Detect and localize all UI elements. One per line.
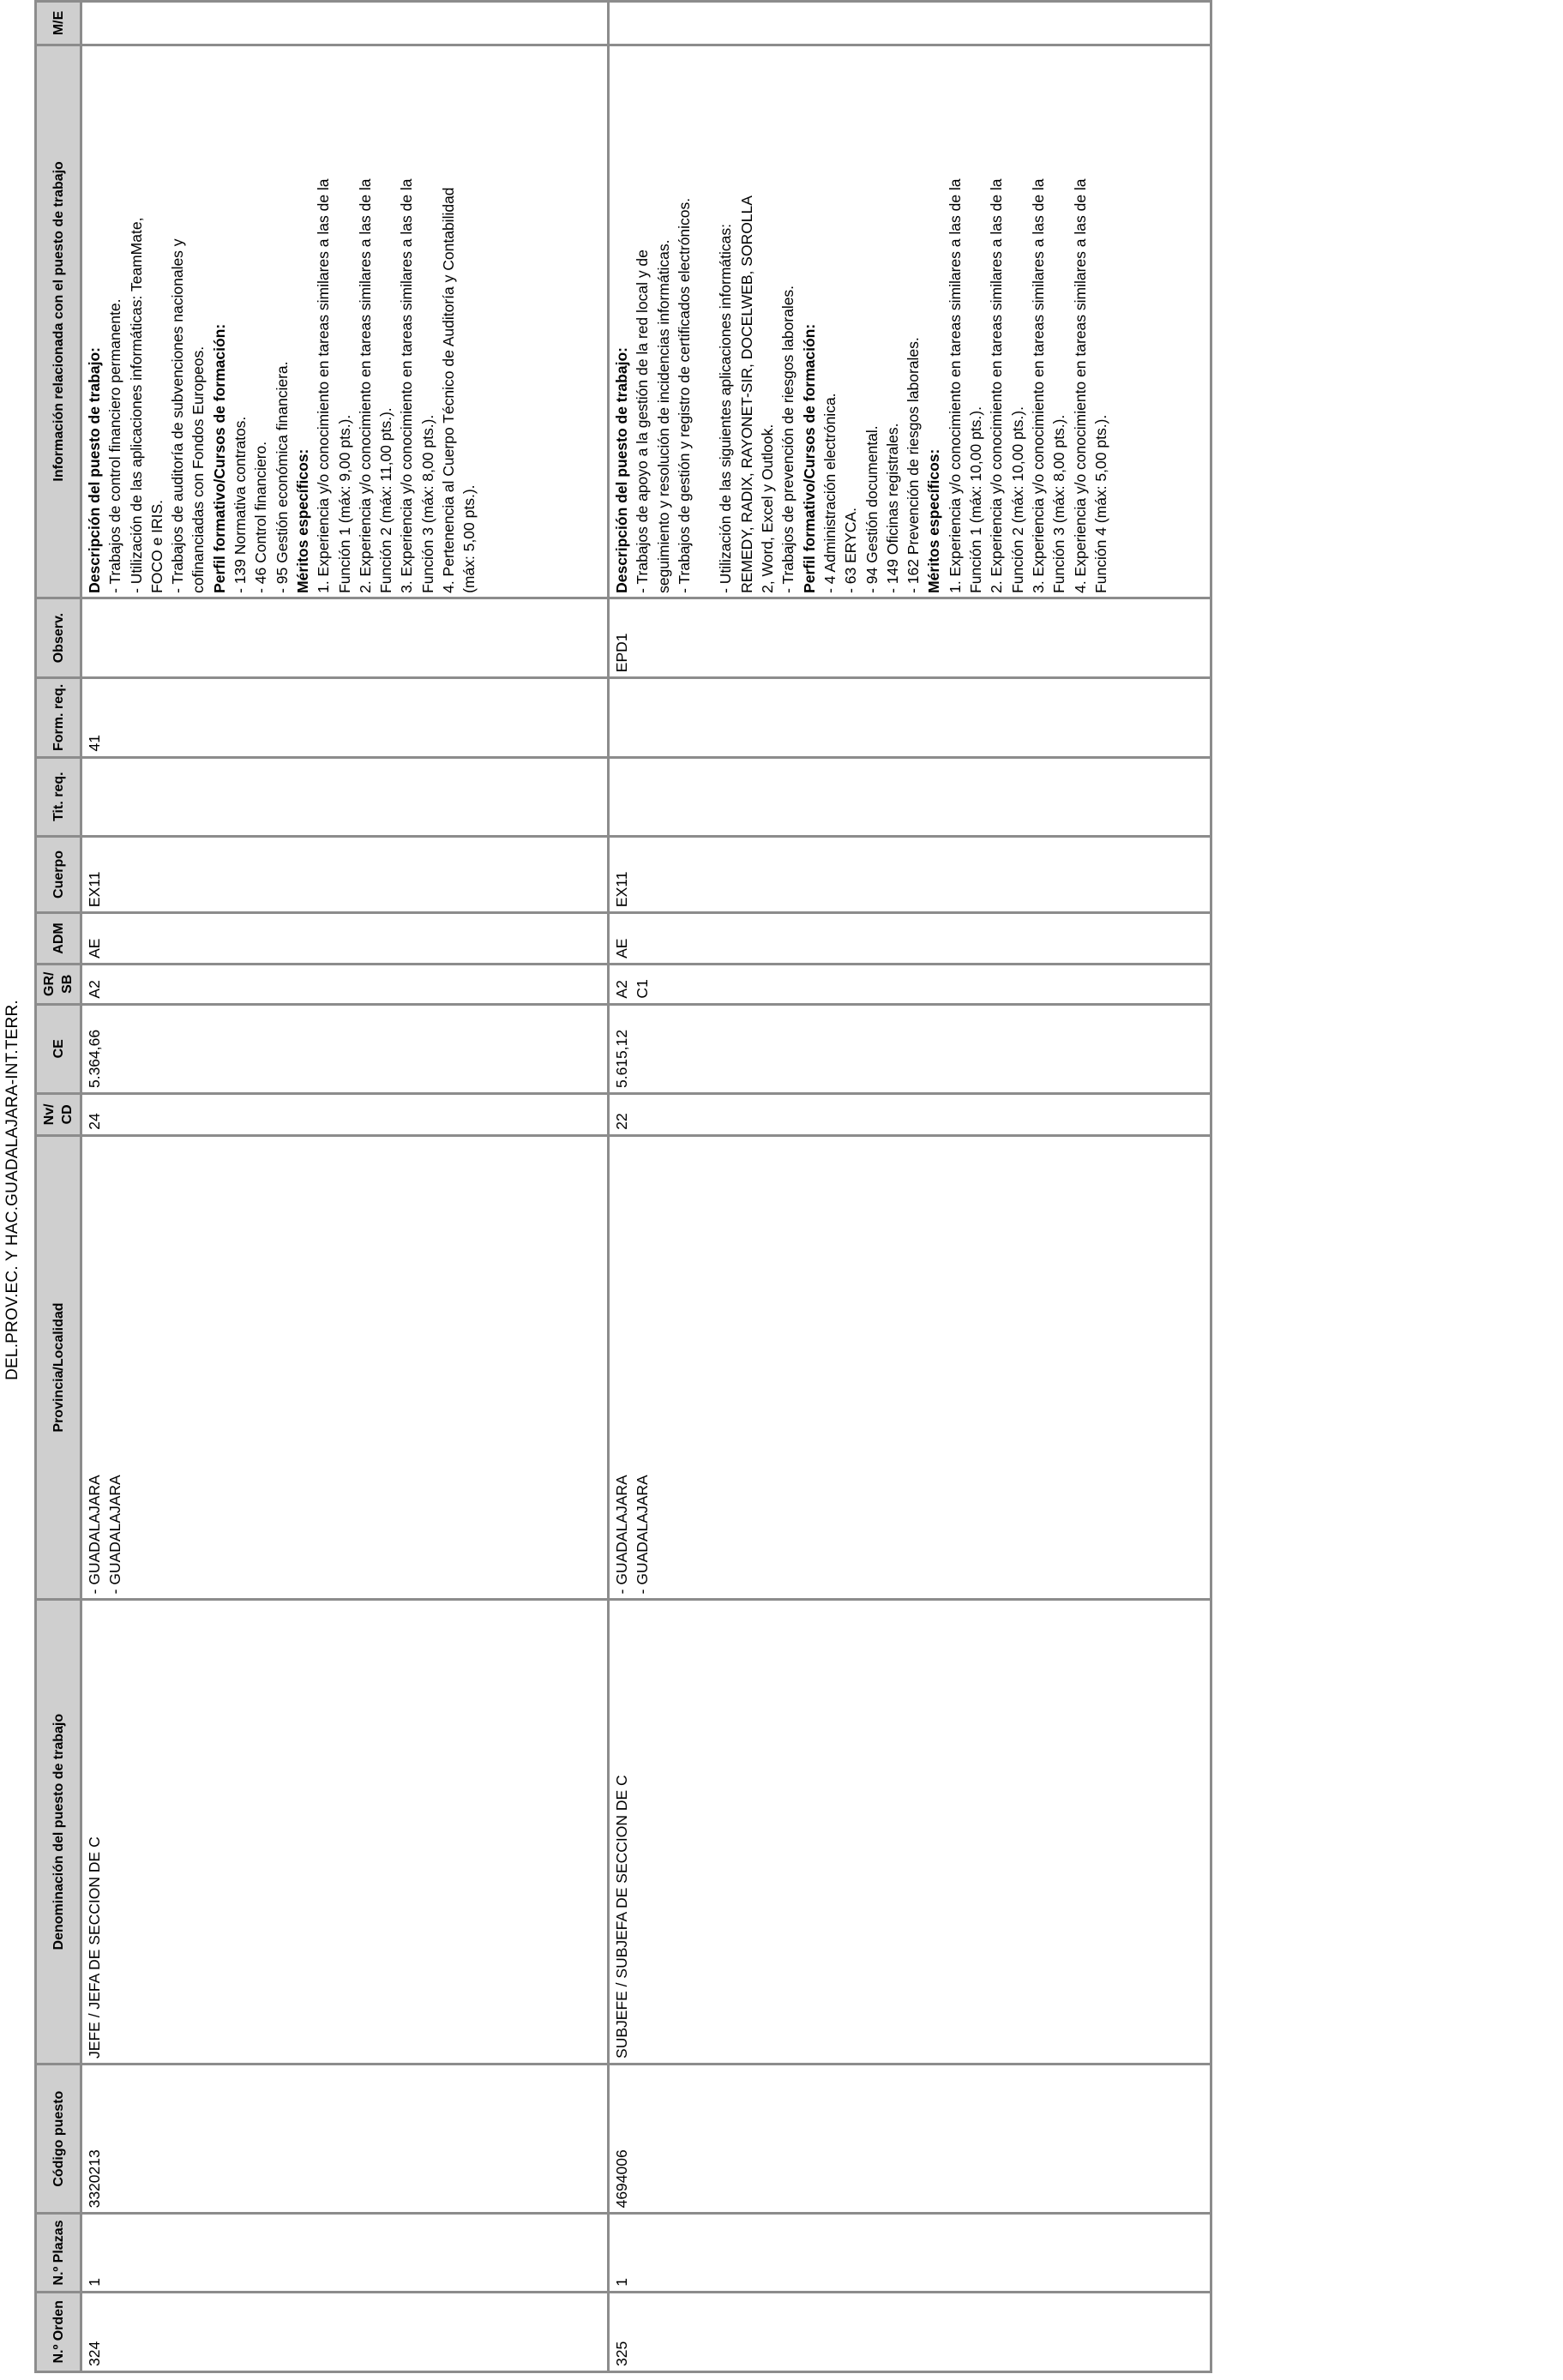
- info-section-heading: Descripción del puesto de trabajo:: [86, 347, 103, 593]
- cell-titulacion: [609, 757, 1211, 836]
- cell-provincia-line1: - GUADALAJARA: [86, 1475, 103, 1595]
- cell-codigo: 4694006: [609, 2064, 1211, 2213]
- info-line: Función 2 (máx: 10,00 pts.).: [1008, 406, 1026, 593]
- info-line: (máx: 5,00 pts.).: [460, 484, 478, 593]
- cell-adm: AE: [609, 913, 1211, 965]
- info-section-heading: Perfil formativo/Cursos de formación:: [210, 323, 228, 593]
- cell-nivel: 22: [609, 1094, 1211, 1136]
- cell-grupo: [81, 964, 609, 1004]
- cell-informacion: [609, 45, 1211, 598]
- table-header-row: [36, 2, 81, 2372]
- cell-provincia-line1: - GUADALAJARA: [613, 1475, 630, 1595]
- cell-formacion: [609, 678, 1211, 757]
- info-line: - Trabajos de apoyo a la gestión de la red local y de: [634, 249, 652, 593]
- job-positions-table: [34, 0, 1212, 2373]
- cell-provincia: [609, 1135, 1211, 1600]
- cell-ce: 5.364,66: [81, 1004, 609, 1093]
- cell-grupo-line1: A2: [86, 980, 103, 999]
- cell-orden: 325: [609, 2292, 1211, 2371]
- info-section-heading: Méritos específicos:: [293, 448, 311, 593]
- cell-nivel: 24: [81, 1094, 609, 1136]
- info-line: - 149 Oficinas registrales.: [883, 423, 901, 593]
- header-nivel-line1: Nv/: [42, 1103, 57, 1126]
- info-line: - 94 Gestión documental.: [863, 425, 881, 593]
- cell-observaciones: EPD1: [609, 598, 1211, 677]
- info-section-heading: Perfil formativo/Cursos de formación:: [800, 323, 818, 593]
- cell-denominacion: SUBJEFE / SUBJEFA DE SECCION DE C: [609, 1600, 1211, 2064]
- table-row: [609, 2, 1211, 2372]
- info-line: 1. Experiencia y/o conocimiento en tareas similares a las de la: [315, 178, 333, 593]
- cell-cuerpo: EX11: [609, 836, 1211, 912]
- header-plazas: N.º Plazas: [36, 2214, 81, 2292]
- header-provincia: Provincia/Localidad: [36, 1135, 81, 1600]
- info-line: seguimiento y resolución de incidencias informáticas.: [654, 239, 672, 593]
- info-section-heading: Descripción del puesto de trabajo:: [613, 347, 630, 593]
- header-grupo: [36, 964, 81, 1004]
- header-denominacion: Denominación del puesto de trabajo: [36, 1600, 81, 2064]
- header-grupo-line2: SB: [60, 974, 75, 994]
- info-line: - 162 Prevención de riesgos laborales.: [905, 337, 923, 593]
- cell-titulacion: [81, 757, 609, 836]
- header-cuerpo: Cuerpo: [36, 836, 81, 912]
- cell-grupo-line1: A2: [613, 980, 630, 999]
- info-line: Función 2 (máx: 11,00 pts.).: [377, 407, 395, 593]
- cell-plazas: 1: [81, 2214, 609, 2292]
- info-line: 3. Experiencia y/o conocimiento en tareas similares a las de la: [398, 178, 416, 593]
- header-nivel: [36, 1094, 81, 1136]
- info-line: 2, Word, Excel y Outlook.: [759, 424, 777, 593]
- info-line: Función 1 (máx: 10,00 pts.).: [967, 406, 985, 593]
- info-line: [694, 50, 715, 593]
- cell-me: [81, 2, 609, 45]
- info-line: 4. Pertenencia al Cuerpo Técnico de Auditoría y Contabilidad: [440, 187, 458, 593]
- info-line: - Utilización de las aplicaciones informáticas: TeamMate,: [127, 217, 145, 593]
- info-line: REMEDY, RADIX, RAYONET-SIR, DOCELWEB, SOROLLA: [737, 195, 755, 593]
- cell-cuerpo: EX11: [81, 836, 609, 912]
- info-line: - Trabajos de gestión y registro de certificados electrónicos.: [675, 197, 693, 593]
- info-line: - Trabajos de prevención de riesgos laborales.: [779, 285, 797, 593]
- header-titulacion: Tit. req.: [36, 757, 81, 836]
- info-line: 2. Experiencia y/o conocimiento en tareas similares a las de la: [356, 178, 374, 593]
- cell-provincia-line2: - GUADALAJARA: [634, 1475, 652, 1595]
- info-line: Función 3 (máx: 8,00 pts.).: [418, 414, 436, 593]
- info-section-heading: Méritos específicos:: [925, 448, 943, 593]
- cell-codigo: 3320213: [81, 2064, 609, 2213]
- info-line: - 4 Administración electrónica.: [821, 393, 839, 593]
- header-orden: N.º Orden: [36, 2292, 81, 2371]
- info-line: FOCO e IRIS.: [147, 500, 165, 593]
- cell-formacion: 41: [81, 678, 609, 757]
- header-grupo-line1: GR/: [42, 971, 57, 996]
- header-observaciones: Observ.: [36, 598, 81, 677]
- info-line: 3. Experiencia y/o conocimiento en tareas similares a las de la: [1029, 178, 1047, 593]
- info-line: 1. Experiencia y/o conocimiento en tareas similares a las de la: [946, 178, 964, 593]
- header-ce: CE: [36, 1004, 81, 1093]
- cell-grupo: [609, 964, 1211, 1004]
- info-line: - 63 ERYCA.: [842, 508, 860, 593]
- info-line: Función 1 (máx: 9,00 pts.).: [335, 414, 353, 593]
- info-line: - Trabajos de control financiero permanente.: [106, 298, 124, 593]
- header-me: M/E: [36, 2, 81, 45]
- info-line: - 46 Control financiero.: [252, 441, 270, 593]
- info-line: - Utilización de las siguientes aplicaciones informáticas:: [717, 224, 735, 593]
- info-line: - 95 Gestión económica financiera.: [273, 361, 291, 593]
- header-adm: ADM: [36, 913, 81, 965]
- cell-adm: AE: [81, 913, 609, 965]
- cell-plazas: 1: [609, 2214, 1211, 2292]
- cell-ce: 5.615,12: [609, 1004, 1211, 1093]
- cell-provincia-line2: - GUADALAJARA: [106, 1475, 124, 1595]
- info-line: Función 4 (máx: 5,00 pts.).: [1091, 414, 1109, 593]
- info-line: - 139 Normativa contratos.: [231, 416, 249, 593]
- info-line: 2. Experiencia y/o conocimiento en tareas similares a las de la: [988, 178, 1006, 593]
- cell-provincia: [81, 1135, 609, 1600]
- info-line: Función 3 (máx: 8,00 pts.).: [1050, 414, 1068, 593]
- cell-grupo-line2: C1: [634, 979, 652, 999]
- cell-me: [609, 2, 1211, 45]
- cell-denominacion: JEFE / JEFA DE SECCION DE C: [81, 1600, 609, 2064]
- header-nivel-line2: CD: [60, 1104, 75, 1125]
- header-formacion: Form. req.: [36, 678, 81, 757]
- info-line: 4. Experiencia y/o conocimiento en tareas similares a las de la: [1071, 178, 1089, 593]
- cell-observaciones: [81, 598, 609, 677]
- header-codigo: Código puesto: [36, 2064, 81, 2213]
- cell-informacion: [81, 45, 609, 598]
- info-line: - Trabajos de auditoría de subvenciones nacionales y: [169, 238, 187, 593]
- table-row: [81, 2, 609, 2372]
- cell-orden: 324: [81, 2292, 609, 2371]
- info-line: cofinanciadas con Fondos Europeos.: [189, 346, 207, 593]
- header-informacion: Información relacionada con el puesto de trabajo: [36, 45, 81, 598]
- document-caption: DEL.PROV.EC. Y HAC.GUADALAJARA-INT.TERR.: [3, 1000, 21, 1380]
